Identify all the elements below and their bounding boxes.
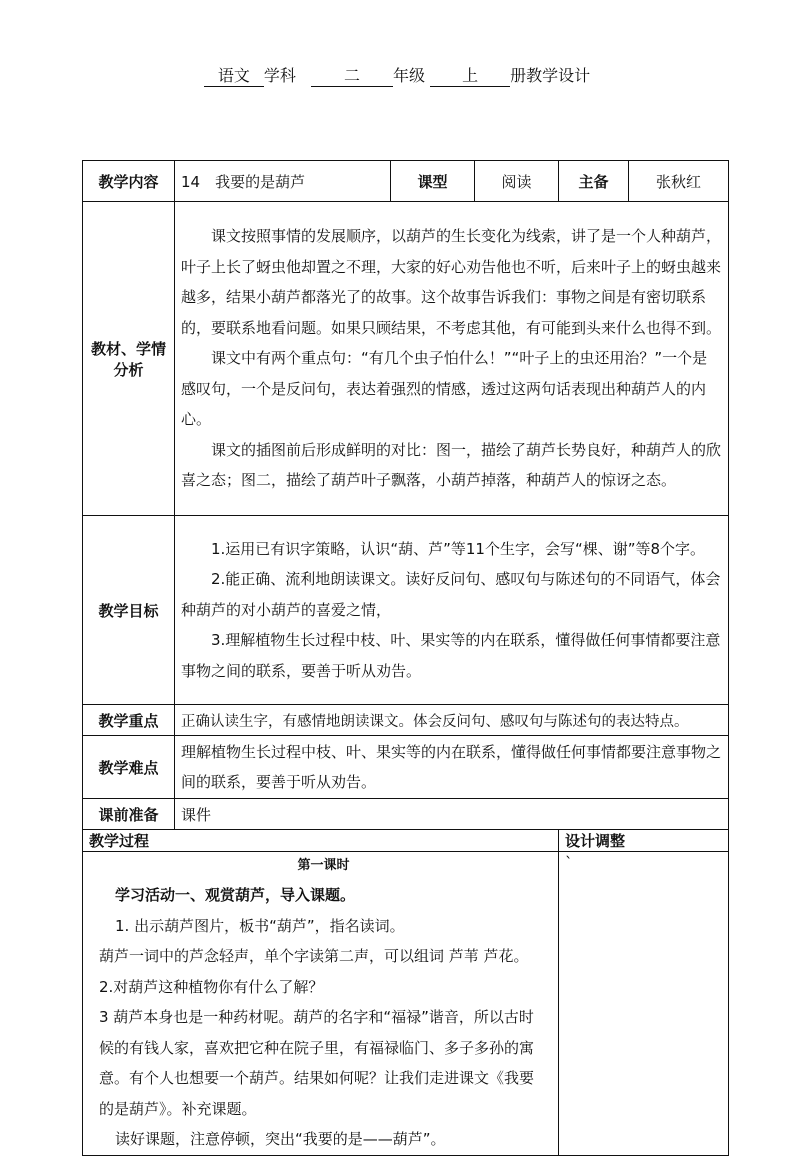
analysis-label: 教材、学情分析 xyxy=(83,202,175,516)
difficulty-content xyxy=(175,736,729,799)
analysis-paragraph: 课文中有两个重点句：“有几个虫子怕什么！”“叶子上的虫还用治？”一个是感叹句，一个是反问句，表达着强烈的情感，透过这两句话表现出种葫芦人的内心。 xyxy=(181,349,708,429)
focus-label: 教学重点 xyxy=(83,705,175,736)
adjust-label: 设计调整 xyxy=(559,830,729,852)
volume-suffix: 册教学设计 xyxy=(510,66,591,85)
process-label: 教学过程 xyxy=(83,830,559,852)
goal-item: 2.能正确、流利地朗读课文。读好反问句、感叹句与陈述句的不同语气，体会种葫芦的对小葫芦的喜爱之情， xyxy=(181,570,721,619)
type-value: 阅读 xyxy=(475,161,559,202)
difficulty-text: 理解植物生长过程中枝、叶、果实等的内在联系，懂得做任何事情都要注意事物之间的联系，要善于听从劝告。 xyxy=(181,742,722,791)
process-line: 1. 出示葫芦图片，板书“葫芦”，指名读词。 xyxy=(115,916,405,935)
difficulty-label: 教学难点 xyxy=(83,736,175,799)
lesson-title: 第一课时 xyxy=(297,858,350,873)
goal-item: 3.理解植物生长过程中枝、叶、果实等的内在联系，懂得做任何事情都要注意事物之间的联系，要善于听从劝告。 xyxy=(181,631,721,680)
analysis-paragraph: 课文按照事情的发展顺序，以葫芦的生长变化为线索，讲了是一个人种葫芦，叶子上长了蚜虫他却置之不理，大家的好心劝告他也不听，后来叶子上的蚜虫越来越多，结果小葫芦都落光了的故事。这个故事告诉我们：事物之间是有密切联系的，要联系地看问题。如果只顾结果，不考虑其他，有可能到头来什么也得不到。 xyxy=(181,227,722,337)
content-value: 14 我要的是葫芦 xyxy=(175,161,391,202)
content-label: 教学内容 xyxy=(83,161,175,202)
grade-suffix: 年级 xyxy=(392,66,425,85)
process-line: 2.对葫芦这种植物你有什么了解？ xyxy=(99,977,324,996)
goals-row xyxy=(83,516,729,705)
lead-label: 主备 xyxy=(559,161,629,202)
prep-row xyxy=(83,799,729,830)
info-row xyxy=(83,161,729,202)
lead-value: 张秋红 xyxy=(629,161,729,202)
subject-field: 语文 xyxy=(204,66,264,87)
focus-text: 正确认读生字，有感情地朗读课文。体会反问句、感叹句与陈述句的表达特点。 xyxy=(175,705,729,736)
page-title xyxy=(0,64,794,88)
analysis-row xyxy=(83,202,729,516)
type-label: 课型 xyxy=(391,161,475,202)
process-row xyxy=(83,852,729,1156)
process-header-row xyxy=(83,830,729,852)
activity-title: 学习活动一、观赏葫芦，导入课题。 xyxy=(115,886,356,904)
goals-label: 教学目标 xyxy=(83,516,175,705)
goal-item: 1.运用已有识字策略，认识“葫、芦”等11个生字，会写“棵、谢”等8个字。 xyxy=(211,539,706,558)
volume-field: 上 xyxy=(430,66,510,87)
focus-row xyxy=(83,705,729,736)
prep-text: 课件 xyxy=(175,799,729,830)
analysis-paragraph: 课文的插图前后形成鲜明的对比：图一，描绘了葫芦长势良好，种葫芦人的欣喜之态；图二，描绘了葫芦叶子飘落，小葫芦掉落，种葫芦人的惊讶之态。 xyxy=(181,440,722,490)
grade-field: 二 xyxy=(311,66,393,87)
adjust-content xyxy=(559,852,729,1156)
goals-content xyxy=(175,516,729,705)
process-line: 葫芦一词中的芦念轻声，单个字读第二声，可以组词 芦苇 芦花。 xyxy=(99,947,529,965)
lesson-plan-table xyxy=(82,160,729,1156)
analysis-content xyxy=(175,202,729,516)
subject-suffix: 学科 xyxy=(263,66,296,85)
adjust-mark: ` xyxy=(565,854,573,872)
process-line: 读好课题，注意停顿，突出“我要的是——葫芦”。 xyxy=(115,1130,446,1148)
process-line: 3 葫芦本身也是一种药材呢。葫芦的名字和“福禄”谐音，所以古时候的有钱人家，喜欢把它种在院子里，有福禄临门、多子多孙的寓意。有个人也想要一个葫芦。结果如何呢？让我们走进课文《我要的是葫芦》。补充课题。 xyxy=(99,1008,535,1118)
prep-label: 课前准备 xyxy=(83,799,175,830)
process-content xyxy=(83,852,559,1156)
difficulty-row xyxy=(83,736,729,799)
